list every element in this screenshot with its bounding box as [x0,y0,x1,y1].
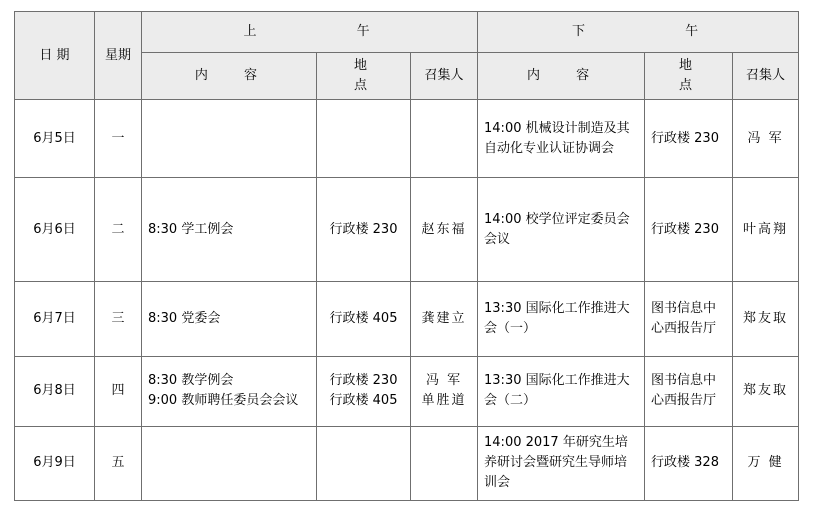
am-content-cell [142,100,317,178]
am-convener-cell [411,282,478,356]
cell-text: 单胜道 [421,393,467,409]
pm-location-cell [645,282,733,356]
cell-text: 行政楼 328 [651,455,719,471]
cell-text: 行政楼 230 [651,221,719,237]
cell-text: 冯 军 [747,130,784,146]
cell-text: 一 [111,130,125,146]
pm-convener-cell [733,100,799,178]
am-location-cell [317,282,411,356]
am-convener-cell [411,426,478,500]
am-location-cell [317,426,411,500]
cell-text: 三 [111,311,125,327]
table-row [15,356,799,426]
cell-text: 图书信息中心西报告厅 [651,301,717,337]
date-cell [15,100,95,178]
header-am-content: 内 容 [142,53,317,100]
am-content-cell [142,426,317,500]
cell-text: 行政楼 230 [329,373,398,389]
cell-text: 行政楼 230 [651,130,719,146]
am-content-cell [142,282,317,356]
am-location-cell [317,356,411,426]
cell-text: 赵东福 [421,221,467,237]
pm-content-cell [478,282,645,356]
table-row [15,426,799,500]
weekday-cell [95,426,142,500]
cell-text: 13:30 国际化工作推进大会（二） [484,373,630,409]
pm-convener-cell [733,178,799,282]
cell-text: 8:30 教学例会 [148,373,234,389]
cell-text: 图书信息中心西报告厅 [651,373,717,409]
cell-text: 6月5日 [33,130,76,146]
cell-text: 13:30 国际化工作推进大会（一） [484,301,630,337]
cell-text: 8:30 学工例会 [148,221,234,237]
header-afternoon: 下 午 [478,12,799,53]
header-am-convener: 召集人 [411,53,478,100]
table-row [15,100,799,178]
cell-text: 五 [111,455,125,471]
cell-text: 14:00 机械设计制造及其自动化专业认证协调会 [484,120,630,156]
date-cell [15,282,95,356]
weekday-cell [95,178,142,282]
cell-text: 9:00 教师聘任委员会会议 [148,393,299,409]
am-convener-cell [411,356,478,426]
cell-text: 郑友取 [743,311,789,327]
cell-text: 14:00 2017 年研究生培养研讨会暨研究生导师培训会 [484,435,628,491]
cell-text: 龚建立 [421,311,467,327]
cell-text: 四 [111,383,125,399]
pm-location-cell [645,426,733,500]
cell-text: 叶高翔 [743,221,789,237]
pm-content-cell [478,356,645,426]
am-location-cell [317,100,411,178]
weekday-cell [95,282,142,356]
am-content-cell [142,356,317,426]
header-morning: 上 午 [142,12,478,53]
date-cell [15,178,95,282]
weekday-cell [95,356,142,426]
am-convener-cell [411,178,478,282]
pm-content-cell [478,178,645,282]
date-cell [15,356,95,426]
am-convener-cell [411,100,478,178]
table-row [15,282,799,356]
cell-text: 万 健 [747,455,784,471]
pm-location-cell [645,356,733,426]
schedule-body [15,100,799,501]
cell-text: 二 [111,221,125,237]
pm-convener-cell [733,282,799,356]
cell-text: 行政楼 405 [329,311,398,327]
header-pm-location: 地 点 [645,53,733,100]
header-pm-convener: 召集人 [733,53,799,100]
header-am-location: 地 点 [317,53,411,100]
pm-content-cell [478,426,645,500]
pm-location-cell [645,100,733,178]
pm-convener-cell [733,356,799,426]
cell-text: 郑友取 [743,383,789,399]
am-content-cell [142,178,317,282]
cell-text: 6月8日 [33,383,76,399]
pm-content-cell [478,100,645,178]
cell-text: 冯 军 [425,373,463,389]
cell-text: 6月7日 [33,311,76,327]
cell-text: 14:00 校学位评定委员会会议 [484,211,630,247]
pm-convener-cell [733,426,799,500]
pm-location-cell [645,178,733,282]
table-row [15,178,799,282]
meeting-schedule-table [14,11,799,501]
cell-text: 6月6日 [33,221,76,237]
header-weekday: 星期 [95,12,142,100]
cell-text: 行政楼 405 [329,393,398,409]
date-cell [15,426,95,500]
cell-text: 行政楼 230 [329,221,398,237]
header-pm-content: 内 容 [478,53,645,100]
header-date: 日 期 [15,12,95,100]
weekday-cell [95,100,142,178]
cell-text: 8:30 党委会 [148,311,221,327]
am-location-cell [317,178,411,282]
cell-text: 6月9日 [33,455,76,471]
